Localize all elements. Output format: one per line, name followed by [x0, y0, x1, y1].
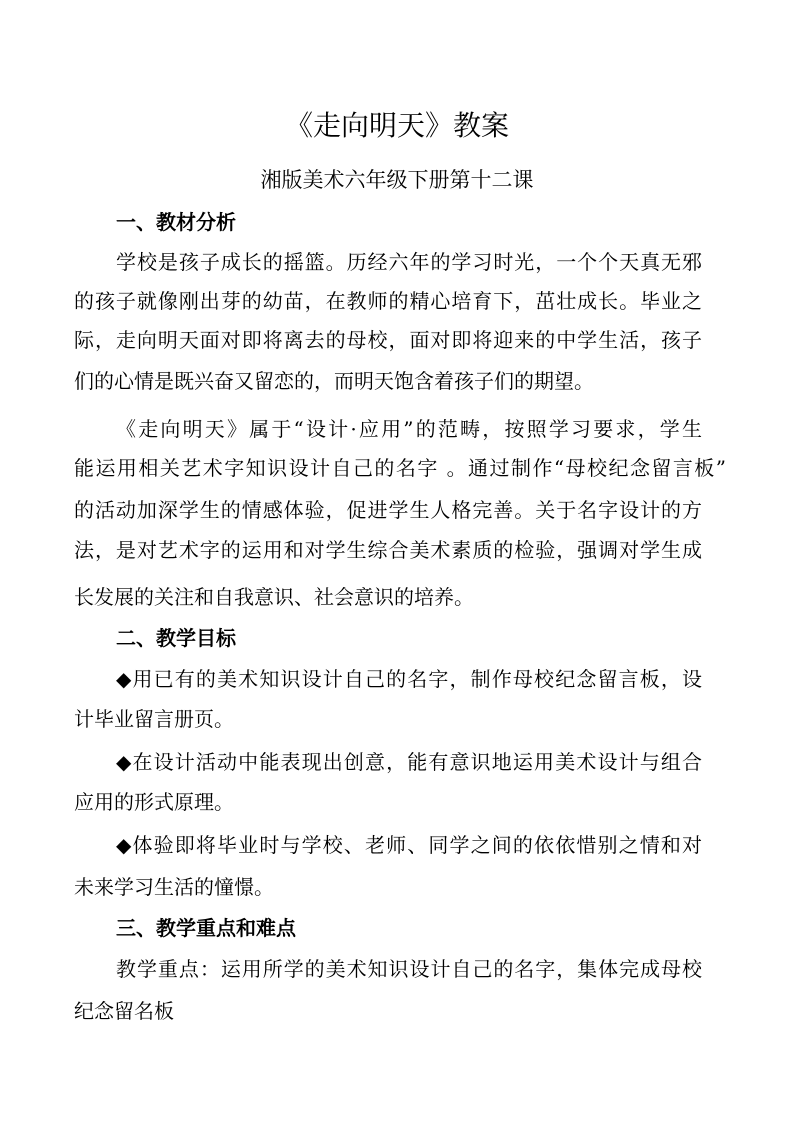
paragraph-line: 纪念留名板 [74, 999, 174, 1023]
section-heading-key-points: 三、教学重点和难点 [116, 916, 296, 940]
goal-line: ◆在设计活动中能表现出创意，能有意识地运用美术设计与组合 [116, 750, 702, 774]
paragraph-line: 法，是对艺术字的运用和对学生综合美术素质的检验，强调对学生成 [74, 538, 702, 562]
paragraph-line: 的孩子就像刚出芽的幼苗，在教师的精心培育下，茁壮成长。毕业之 [74, 289, 702, 313]
goal-line: 未来学习生活的憧憬。 [74, 875, 274, 899]
goal-line: 计毕业留言册页。 [74, 707, 234, 731]
goal-line: ◆用已有的美术知识设计自己的名字，制作母校纪念留言板，设 [116, 667, 702, 691]
section-heading-goals: 二、教学目标 [116, 626, 236, 650]
paragraph-line: 们的心情是既兴奋又留恋的，而明天饱含着孩子们的期望。 [74, 369, 594, 393]
paragraph-line: 教学重点：运用所学的美术知识设计自己的名字，集体完成母校 [116, 957, 702, 981]
goal-line: 应用的形式原理。 [74, 790, 234, 814]
paragraph-line: 学校是孩子成长的摇篮。历经六年的学习时光，一个个天真无邪 [116, 250, 702, 274]
paragraph-line: 能运用相关艺术字知识设计自己的名字 。通过制作“母校纪念留言板” [74, 456, 726, 480]
document-title: 《走向明天》教案 [284, 109, 509, 142]
paragraph-line: 长发展的关注和自我意识、社会意识的培养。 [74, 585, 474, 609]
document-subtitle: 湘版美术六年级下册第十二课 [260, 168, 534, 192]
paragraph-line: 《走向明天》属于“设计·应用”的范畴，按照学习要求，学生 [116, 417, 702, 441]
section-heading-analysis: 一、教材分析 [116, 210, 236, 234]
goal-line: ◆体验即将毕业时与学校、老师、同学之间的依依惜别之情和对 [116, 833, 702, 857]
paragraph-line: 际，走向明天面对即将离去的母校，面对即将迎来的中学生活，孩子 [74, 328, 702, 352]
paragraph-line: 的活动加深学生的情感体验，促进学生人格完善。关于名字设计的方 [74, 498, 702, 522]
